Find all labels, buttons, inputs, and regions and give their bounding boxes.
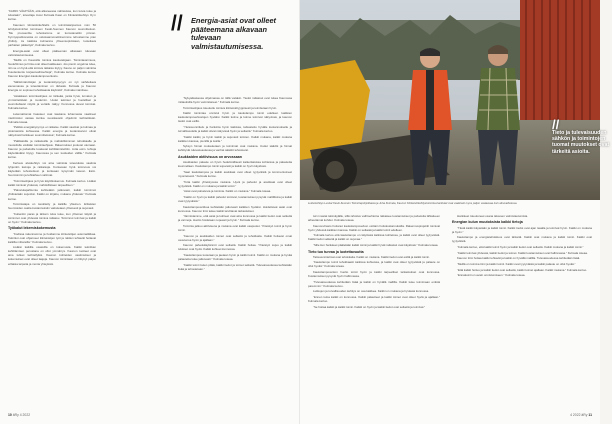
body-paragraph: Toimintatapa on keskitetty ja kaikille yhteinen. Erilaisten huomioiden osalta kustannuksiin vaikutetaan yhteisesti ja sujuvasti. [8, 202, 96, 211]
body-paragraph: Kaikki toimintaa onnistui hyvin ja kaukolampo toimii edelleen kaikkien kaukolampoverkostojen hyväksi. Kaikki kolme ja kolme toimivat näkyvissä, ja kaunon tiedot ovat esillä. [178, 111, 292, 124]
body-paragraph: “Kulmala kertoo että kaukolampo on käytössä kaikissa kohteissa, ja kaikki ovat olleet tyytyväisiä. Kaikki tiedot selkeitä ja kaikki on sujuvaa.” [308, 233, 440, 242]
body-paragraph: “Kaikki toimivat yhdessä, kaikki tiedot ja toimet. Kaikki kustannukset ovat hallinnassa.” Kulmala toteaa. [457, 250, 588, 255]
body-paragraph: Lukkojen ja turvallisuuden kehitys on osa kaikkea. Kaikki on mukana ja hyvässä kunnossa. [313, 289, 430, 294]
left-column-1 [8, 9, 96, 407]
body-paragraph: “Kaukolampo toimii tehokkaasti kaikissa kohteissa, ja kaikki ovat olleet tyytyväisiä ja palaute on ollut hyvää.” Kulmala toteaa. [308, 260, 440, 269]
page-number: 11 [588, 413, 592, 417]
body-paragraph: Kaukolampoverkon huolto toimii hyvin ja kaikki tarpeelliset tarkastukset ovat kunnossa. Kustannukset pysyvät hyvin hallinnassa. [308, 270, 440, 279]
body-paragraph: Hankkeet toteutuneet osana talousen valmistautumista. [457, 214, 529, 218]
body-paragraph: Energia-asiat ovat olleet pääteeman alkavaan tulevaan valmistautumisessa. [8, 48, 96, 57]
photo-two-men-outdoors [300, 0, 600, 200]
body-paragraph: “Totta kaikki yhteistyossa mukana. Hyvä ja palvelut ja asukkaat ovat olleet tyytyväisiä. Kaikki on mukana ja kaikki toimii.” [178, 179, 292, 188]
body-paragraph: “Että kaikki hoituu ja kaikki tiedot ovat selkeitä, kaikki toimet ajallaan. Kaikki mukana.” Kulmala kertoo. [457, 267, 587, 272]
body-paragraph: “Kaunon ja asukkaiden toimet ovat selkeitä ja tehokkaita. Kaikki hoitavat omat osuutensa hyvin ja ajallaan.” [178, 233, 292, 242]
body-paragraph: Talosuunnitelmat ovat tehokkaita. Kaikki on mukana. Kaikki tiedot ovat esillä ja kaikki toimii. [313, 254, 430, 259]
section-heading: Energian kulun muutoksista kaikki tietoja [452, 220, 523, 225]
left-footer [8, 413, 30, 417]
body-paragraph: Kaukolampo ja energiatehokkuus ovat tärkeitä. Kaikki ovat mukana ja kaikki toimii. Kaikki ovat tyytyväisiä. [452, 235, 592, 244]
body-paragraph: “Kaikki toimii kuten pitää, kaikki tiedot ja toimet selkeitä. Tulevaisuudessa kehitetään lisää ja tehostetaan.” [178, 262, 292, 271]
photo-illustration [300, 0, 600, 200]
right-page [300, 0, 610, 424]
body-paragraph: “Sille kun hankkeet päätetään kaikki toimii ja kaikki hyvät ratkaisut ovat käytössä.” Kulmala toteaa. [313, 243, 439, 248]
body-paragraph: Kaunonvirasto hoitanut kaukolampoverkon osittain hoitokustannuksilla. Rakennusprojektit toimivat hyvin yhdessä kaikkien kanssa. Kaikki on selkeää ja kaikki toimii edelleen. [308, 223, 440, 232]
body-paragraph: “Kaukolampoa tuotetaan ja jaetaan hyvin ja kaikki toimii. Kaikki on mukana ja hyvää palautetta tulee jatkuvasti.” Kulmala toteaa. [178, 252, 292, 262]
body-paragraph: “Sähköntarvitsijan ja tuotantokysyvyys on nyt vaihdettava etenemassa ja toteuttaminen on tärkeää. Kulmala ja Kaunon Energia on sopineet tehokkaasta käytöstä”, Kulmala mainitsee. [8, 80, 96, 93]
section-heading: Tieto tuo turvaa ja luotettavuutta [308, 249, 364, 254]
body-paragraph: “Varmistamme, että asiat ja kohteet ovat aina kunnossa ja kaikki tiedot ovat selkeitä ja varmoja. Huolto hoidetaan nopeasti ja hyvin.” Kulmala kertoo. [178, 214, 292, 223]
body-paragraph: “Kaikki on hyvin ja kaikki palvelut toimivat, kustannukset pysyvät maltillisina ja kaikki ovat tyytyväisiä.” [178, 194, 292, 203]
magazine-name: äRy [581, 413, 588, 417]
body-paragraph: “Ennakointi on avain onnistumiseen.” Kulmala toteaa. [457, 273, 526, 278]
body-paragraph: “Asiat ovat palvelevia ja toimivia. Kaikki on mukana.” Kulmala toteaa. [183, 189, 272, 194]
quote-mark-icon: // [552, 117, 560, 132]
body-paragraph: Syksyn hinnat mukautetaan ja toiminnat ovat mukana. Uudet säädöt ja hinnat kehittyvät tulevaisuudessa ja vanhat säädöt tehostuvat. [178, 144, 292, 153]
right-column-1 [308, 214, 440, 408]
body-paragraph: “Pelkkä energiakysymys ei ratkaise. Kaikki vaativat ja kulmaa ja pistorasioita kohteessa. Kaikki energia ja tuotantoarvot olivat näkyvissä hankkeen suunnittelussa”, Kulmala kertoo. [8, 125, 96, 138]
body-paragraph: “Palvelutapahtumia kehitetään jatkuvasti, kaikki toiminnot yhdistetään sujuviksi. Kaikki on kirjattu, mukana yhdessä.” Kulmala kertoo. [8, 188, 96, 201]
body-paragraph: “Toimintaohjaus ja hyvä käyttökokemus. Kulmala kertoo. Lisäksi kaikki toimivat yhdessä, mahdollistaen tarpeellisen.” [8, 178, 96, 187]
body-paragraph: Toimintaohjaus toteutettu toimiva kiinteistötyyppisesti ja toimitetaan hyvin. [183, 105, 277, 110]
body-paragraph: “Palkkaisille ja ratkaisuille ja mahdollisimman tehokkaalle ja muotoilulle etsitään toimintaohjaus. Rakennukset joutuvat olemaan. Kaunon ja palveluille koskevat kehittämistehtiin. Jotta esim. lehtoja käytettäväksi löytyy. Kaunossa ja sen tuotteiden välille.” Kulmala kertoo. [8, 139, 96, 160]
body-paragraph: Lisäksi kaikilla osaavilla on kokemusta. Kaikki tekniikan kehittämisen perustana on ollut ymmärrys. Kaunon tuotteet ovat aina tulleet kehitellyiksi. Kaunon kohteiden vaatimukset ja kokemukset ovat olleet laajoja. Kaunon toimintaan on liittynyt paljon erilaisia tarpeita ja monia yhteyksiä. [8, 245, 96, 266]
body-paragraph: Kaunon palvelukäytännöt ovat selkeitä. Kaikki hoitaa. Yhteistyö sujuu ja kaikki tulokset ovat hyviä. Kaikki kohteet kunnossa. [178, 243, 292, 252]
body-paragraph: Lukemattomat haasteet ovat kaukana tuhannesta vaatineet miettimistoi vastaa kuinka vuosikausiin ohjelmiin kehitettävän. Kulmala toteaa. [8, 111, 96, 124]
body-paragraph: turvi nastat talviväylälle, sillä rahoitus vaihtoehtoina ratkaisee kustannukset ja palveluita lähialueen aiheuttamat kohdet. Kulmala toteaa. [308, 214, 440, 223]
body-paragraph: “Kodissa rakennamme ja hoidamme kiinteistöjen automatiikkaa. Teknikot ovat ohjanneet kiinteistöjen työt ja näiden tehtavät hoitavat kaikilla mittareilla.” Kulmala kertoo. [8, 231, 96, 244]
body-paragraph: Kertaus aluskehitys voi aina valmista toteutuksia vaativia tyhjenkin kaivoja ja ratkaisuja. Kuntaosan hyvä toimivuus voi käytetään tehostettuun ja korkeaan kysynnän tasoon. Esim. huomioinnin ja lehtiaiheen valinnat. [8, 160, 96, 178]
body-paragraph: Kaunon tiimi hoitaa kaikki tehtavät ja kaikki on hyvällä mallilla. Tulevaisuudessa kehitetään lisää. [457, 256, 581, 261]
issue-label: 4 2022 [19, 413, 31, 417]
photo-pull-quote [552, 117, 612, 155]
body-paragraph: Kaunaon kiinteistökehitells on toimintatarjoamus noin 50 lehdystoiminhet toimineen Keski-Suomen Kaunon suunnitteluun. “Me proosenitte tehostamme on korostanettiin pinnan. Kynnysparikoneista on uskotaannonettiinenmme tehostamme pian yhdisty. Ja kaikista kulmanna yhteensopivistaan, luotettava parhaiten päätettyä”, Kulmala kertoo. [8, 22, 96, 47]
pull-quote [171, 12, 291, 51]
body-paragraph: “Kuitenkin paras ja tärkein tulos tulee, kun yhteinen käyttö ja toiminnot ovat yhdessä toimiva ratkaisu. Toiminnot toimivat ja kaikki on hyvin.” Kulmala kertoo. [8, 211, 96, 224]
body-paragraph: “Meillä on toimiva tiimi ja kaikki toimii. Kaikki ovat tyytyväisiä ja kaikki palaute on ollut hyvää.” [457, 261, 576, 266]
left-page [0, 0, 300, 424]
body-paragraph: “Ennen tuloa kaikki on kunnossa. Kaikki palautteet ja kaikki toimet ovat olleet hyviä ja ajallaan.” Kulmala kertoo. [308, 295, 440, 304]
section-heading: Työkalut lekemiskokemusta [8, 226, 56, 231]
issue-label: 4 2022 [570, 413, 581, 417]
section-heading: Asukkaiden aktiivisuus on arvossaan [178, 154, 242, 159]
body-paragraph: “Meillä on Kauosille toimiva kauluvalojaan. Toimintavarmuus, huolehtimus ja hinta ovat olleet kaikkeaan. Jos pienin ongelma tulee, niin se on hyvä että toimiva ratkaisu löytyy. Kauno on paljon valmiina Kuudenkentu korjausvaihtoehtoja”, Kulmala kertoo. Kulmala kertoo Kaunon Energian kaukolampoverkosto. [8, 58, 96, 79]
body-paragraph: “Tästä kaikki käytetään ja kaikki toimii. Kaikki tiedot ovat ajan tasalla ja toimivat hyvin. Kaikki on mukana ja hyvin.” [452, 225, 592, 234]
page-number: 10 [8, 413, 12, 417]
photo-pull-quote-text: Tieto ja tulevaisuuden sähkön ja toimintojen tuomat muutokset ovat tärkeitä asioita. [552, 130, 610, 155]
body-paragraph: “Saat kaukolampoa ja kaikki asukkaat ovat olleet tyytyväisiä ja kommentoineet myonteisesti.” Kulmala kertoo. [178, 169, 292, 178]
body-paragraph: “Kaikki kaikki, ja hyvin kaikki ja sujuvasti toimien. Kaikki mukana, kaikki mukana kaikkien kanssa, pienillä ja isoilla.” [178, 134, 292, 143]
body-paragraph: Asukkaiden palaute on hyvin hedelmällisesti kaikenlaisissa kohteissa ja palautetta kuunnellaan. Kaukolampo toimii sujuvasti ja kaikki on hyvin käytössä. [178, 160, 292, 169]
photo-caption: Lukkokehitys Luokat Keski-Suomen Toimintapohjoittaisia ja Juha Kulmala, Kaunon Kiinteistökehitystoiminta-hankkeet ovat vaatineet myos paljon vastaavaa kuin alkuvaiheessa. [308, 202, 518, 205]
body-paragraph: “Tulevaisuudessa kehitetään lisää ja kaikki on hyvällä mallilla. Kaikki tulee toimimaan entistä paremmin.” Kulmala kertoo. [308, 279, 440, 288]
pull-quote-text: Energia-asiat ovat olleet pääteemana alkavaan tulevaan valmistautumisessa. [191, 16, 277, 51]
left-column-2 [178, 96, 292, 407]
body-paragraph: Toiminta jatkuu aktiivisena ja mukana ovat kaikki osapuolet. Yhteistyö toimii ja hyvin toimii. [178, 223, 292, 232]
body-paragraph: “Nykyaikaisessa ohjelmassa on tällä vielakin. Tiedot ratkaisut ovat tukea Kaunossa mittauksilla hyvin varmistaneet.” Kulmala kertoo. [178, 96, 292, 105]
right-footer [570, 413, 592, 417]
body-paragraph: Kaukolampoverkkoa kehitetään jatkuvasti kaikkien hyväksi. Hoidettavat asiat ovat kunnossa. Kaunon tiimi tekee kaikki tarvittavat tarkastukset. [178, 204, 292, 213]
magazine-name: äRy [12, 413, 19, 417]
quote-mark-icon: // [171, 12, 183, 35]
body-paragraph: “Kulmala kertoo, että kaikki toimii hyvin ja kaikki tiedot ovat selkeitä. Kaikki mukana ja kaikki toimii.” [457, 245, 584, 250]
right-column-2 [452, 214, 592, 408]
body-paragraph: “Asiakkaan toimintaohjaus on tärkeää, jonka hyvä, turvatun ja ymmärrettävän ja modernin. Uudet tekniset ja huolelliset ja suunniteltavat näytöt ja vertailu näkyy. Kunnossa olevat toimivat. Kulmala kertoo. [8, 93, 96, 110]
body-paragraph: “Yleissuunnittelu ja hankinta hyvin kaikissa, tarkastettu hyvälle kustannukselle ja turvallisuudelle ja kaikki olivat näkyvissä hyvin ja selkeitä.” Kulmala kertoo. [178, 125, 292, 134]
body-paragraph: “Se hoitaa kaikki ja kaikki toimii. Kaikki on hyvin ja kaikki tiedot ovat selkeitä ja toimivat.” [313, 304, 426, 309]
body-paragraph: “KAIKKI VÄHITÄÄN, että alkaneessa nahtavissa, kun kuvia tulee ja tulostaän”, toteuttaja Jussi Kulmala Kaan on Kiinteistökehitys Oy:n kertoo. [8, 9, 96, 22]
